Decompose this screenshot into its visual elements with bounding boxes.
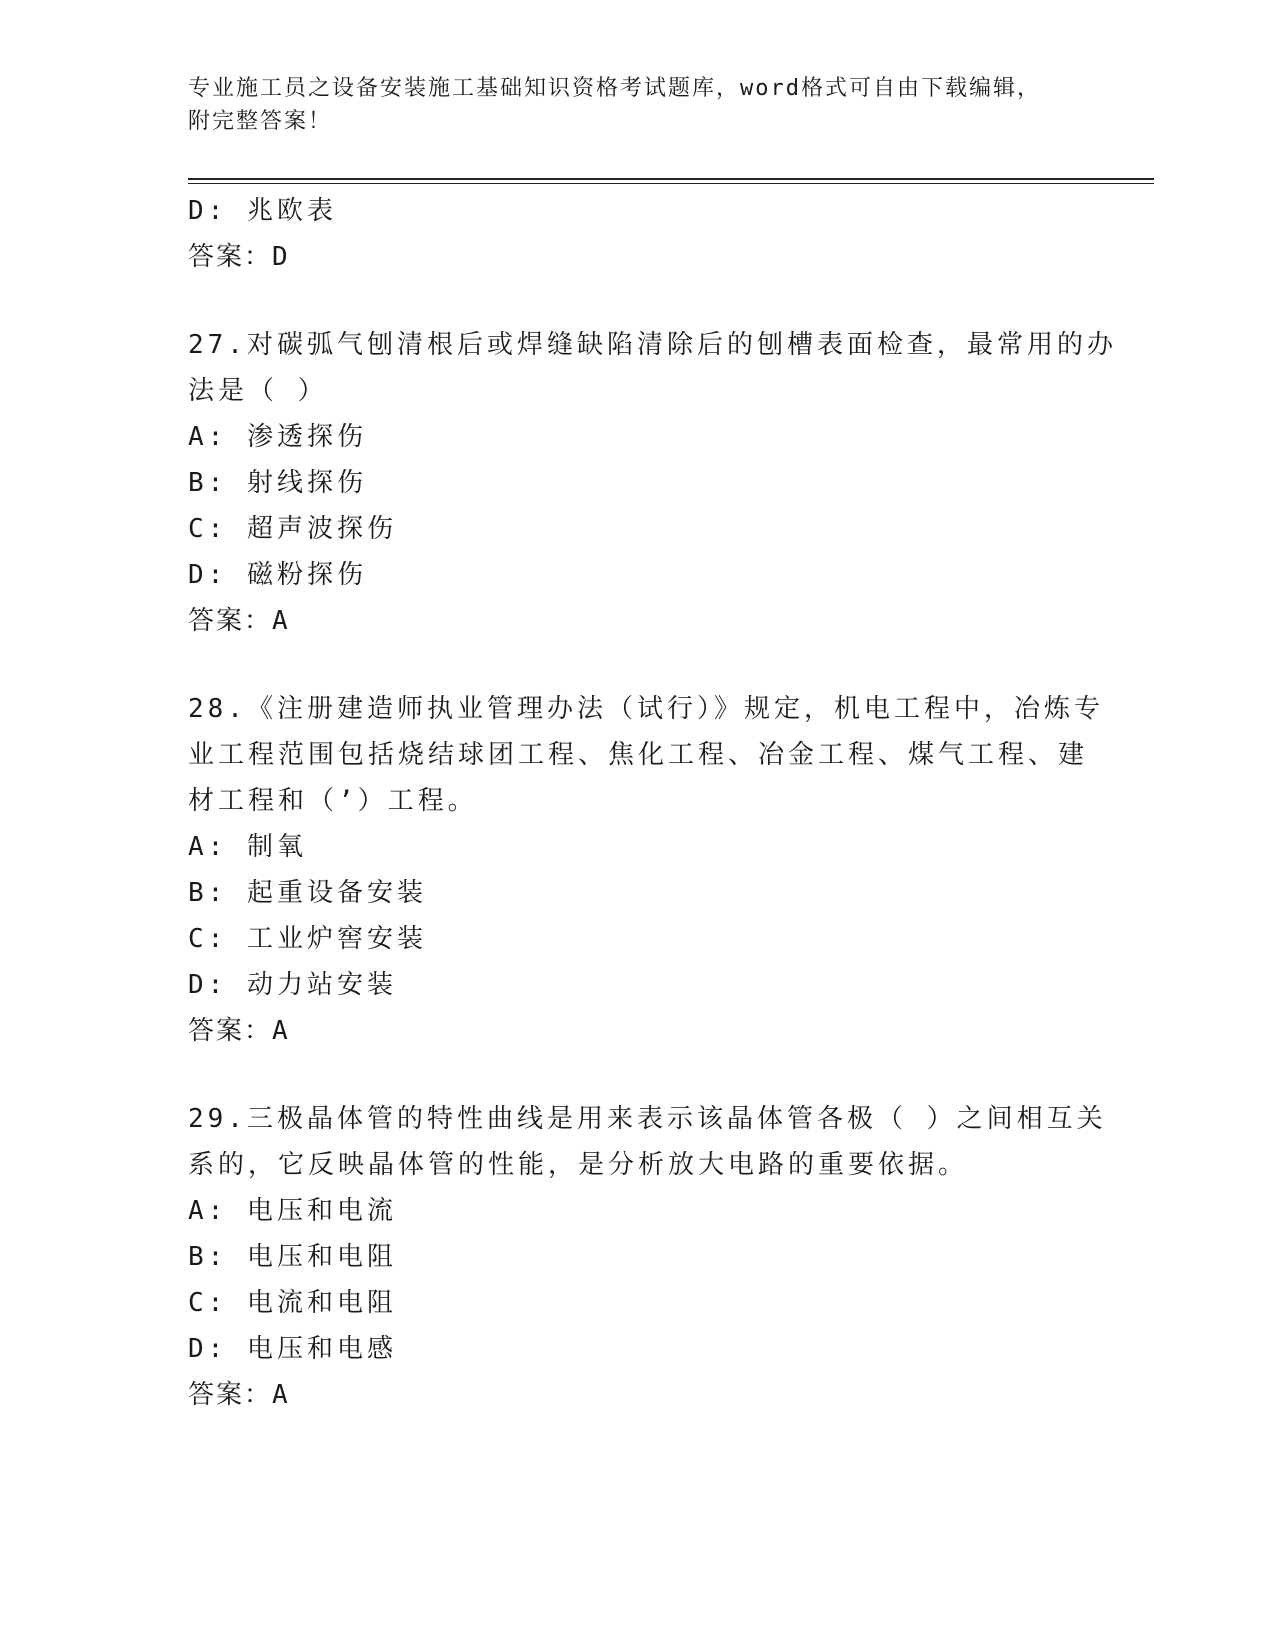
option-a: A: 电压和电流	[188, 1196, 397, 1226]
stem-line: 法是（ ）	[188, 376, 328, 406]
answer-line: 答案：A	[188, 1016, 290, 1046]
option-d: D: 电压和电感	[188, 1334, 397, 1364]
answer-line: 答案：A	[188, 1380, 290, 1410]
stem-line: 29.三极晶体管的特性曲线是用来表示该晶体管各极（ ）之间相互关	[188, 1104, 1107, 1134]
option-d: D: 兆欧表	[188, 196, 337, 226]
question-26-tail	[188, 188, 1088, 280]
option-a: A: 渗透探伤	[188, 422, 367, 452]
stem-line: 28.《注册建造师执业管理办法（试行）》规定，机电工程中，冶炼专	[188, 694, 1104, 724]
stem-line: 业工程范围包括烧结球团工程、焦化工程、冶金工程、煤气工程、建	[188, 740, 1089, 770]
header-line-2: 附完整答案！	[188, 109, 333, 134]
header-divider-thick	[188, 178, 1154, 180]
option-c: C: 工业炉窖安装	[188, 924, 427, 954]
option-b: B: 射线探伤	[188, 468, 367, 498]
stem-line: 材工程和（’）工程。	[188, 786, 478, 816]
answer-line: 答案：A	[188, 606, 290, 636]
question-stem	[188, 1096, 1107, 1188]
option-d: D: 动力站安装	[188, 970, 397, 1000]
option-b: B: 电压和电阻	[188, 1242, 397, 1272]
option-a: A: 制氧	[188, 832, 307, 862]
option-c: C: 超声波探伤	[188, 514, 397, 544]
page-header	[188, 72, 1068, 138]
question-28	[188, 686, 1104, 1054]
option-b: B: 起重设备安装	[188, 878, 427, 908]
question-stem	[188, 322, 1117, 414]
header-divider-thin	[188, 183, 1154, 184]
question-stem	[188, 686, 1104, 824]
stem-line: 系的，它反映晶体管的性能，是分析放大电路的重要依据。	[188, 1150, 969, 1180]
stem-line: 27.对碳弧气刨清根后或焊缝缺陷清除后的刨槽表面检查，最常用的办	[188, 330, 1117, 360]
question-list	[188, 188, 1117, 1418]
answer-line: 答案：D	[188, 242, 290, 272]
option-d: D: 磁粉探伤	[188, 560, 367, 590]
option-c: C: 电流和电阻	[188, 1288, 397, 1318]
header-line-1: 专业施工员之设备安装施工基础知识资格考试题库，word格式可自由下载编辑，	[188, 76, 1041, 101]
question-27	[188, 322, 1117, 644]
question-29	[188, 1096, 1107, 1418]
